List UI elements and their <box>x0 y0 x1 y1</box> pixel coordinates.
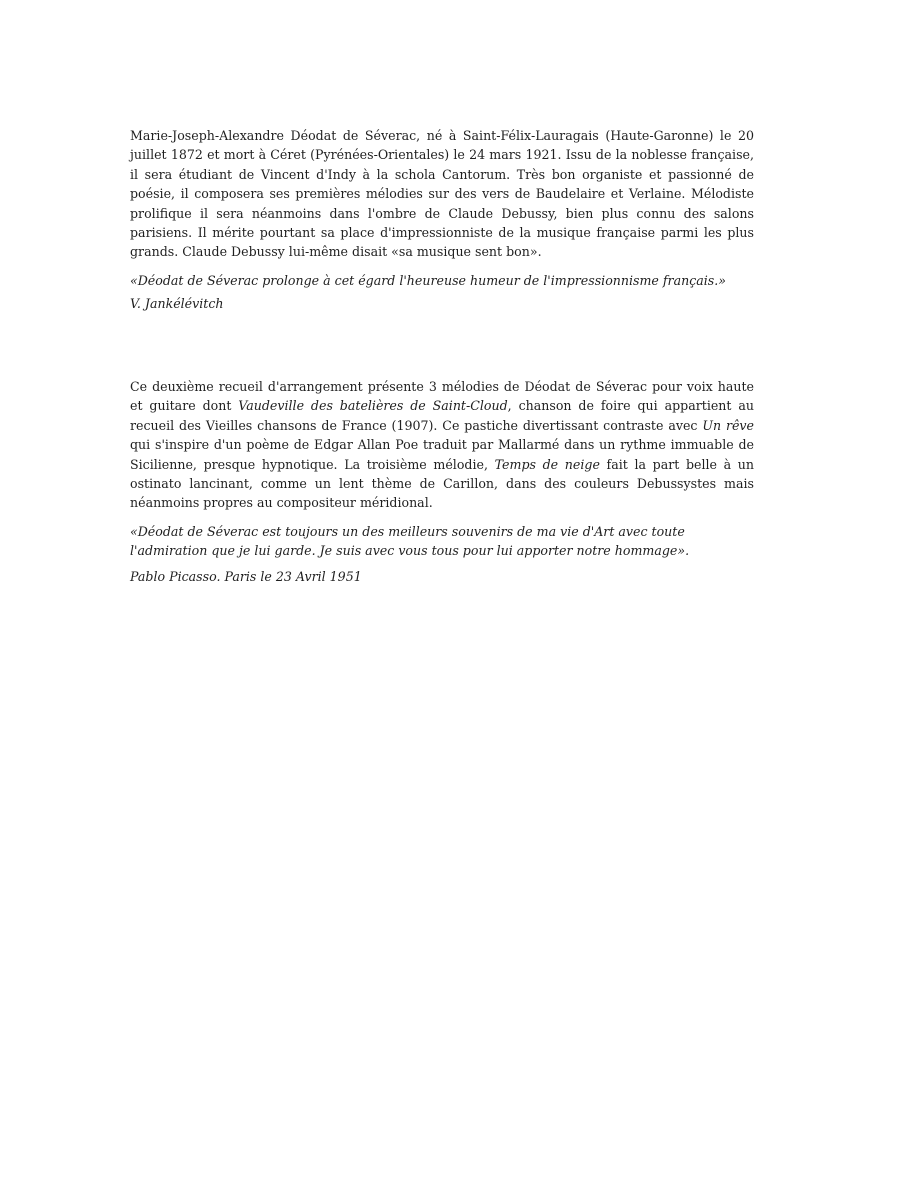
jankelevitch-attribution: V. Jankélévitch <box>130 296 224 312</box>
biography-section <box>130 126 754 314</box>
collection-text-end: fait la part belle à un ostinato lancinant, comme un lent thème de Carillon, dans des couleurs Debussystes mais néanmoins propres au compositeur méridional. <box>130 456 755 511</box>
collection-text-mid-1: , chanson de foire qui appartient au recueil des Vieilles chansons de France (1907). Ce pastiche divertissant contraste avec <box>130 398 754 433</box>
collection-text-intro: Ce deuxième recueil d'arrangement présente 3 mélodies de Déodat de Séverac pour voix haute et guitare dont <box>130 379 754 414</box>
jankelevitch-quote: «Déodat de Séverac prolonge à cet égard l'heureuse humeur de l'impressionnisme français.» <box>130 272 726 288</box>
picasso-attribution: Pablo Picasso. Paris le 23 Avril 1951 <box>130 569 362 585</box>
song-title-temps-de-neige: Temps de neige <box>494 456 600 472</box>
song-title-vaudeville: Vaudeville des batelières de Saint-Cloud <box>238 398 508 414</box>
biography-paragraph: Marie-Joseph-Alexandre Déodat de Séverac, né à Saint-Félix-Lauragais (Haute-Garonne) le 20 juillet 1872 et mort à Céret (Pyrénées-Orientales) le 24 mars 1921. Issu de la noblesse française, il sera étudiant de Vincent d'Indy à la schola Cantorum. Très bon organiste et passionné de poésie, il composera ses premières mélodies sur des vers de Baudelaire et Verlaine. Mélodiste prolifique il sera néanmoins dans l'ombre de Claude Debussy, bien plus connu des salons parisiens. Il mérite pourtant sa place d'impressionniste de la musique française parmi les plus grands. Claude Debussy lui-même disait «sa musique sent bon». <box>130 128 754 260</box>
song-title-un-reve: Un rêve <box>702 417 754 433</box>
collection-paragraph <box>130 377 754 513</box>
picasso-quote: «Déodat de Séverac est toujours un des meilleurs souvenirs de ma vie d'Art avec toute l'admiration que je lui garde. Je suis avec vous tous pour lui apporter notre hommage». <box>130 523 690 559</box>
collection-text-mid-2: qui s'inspire d'un poème de Edgar Allan Poe traduit par Mallarmé dans un rythme immuable de Sicilienne, presque hypnotique. La troisième mélodie, <box>130 437 754 472</box>
collection-section <box>130 377 754 586</box>
